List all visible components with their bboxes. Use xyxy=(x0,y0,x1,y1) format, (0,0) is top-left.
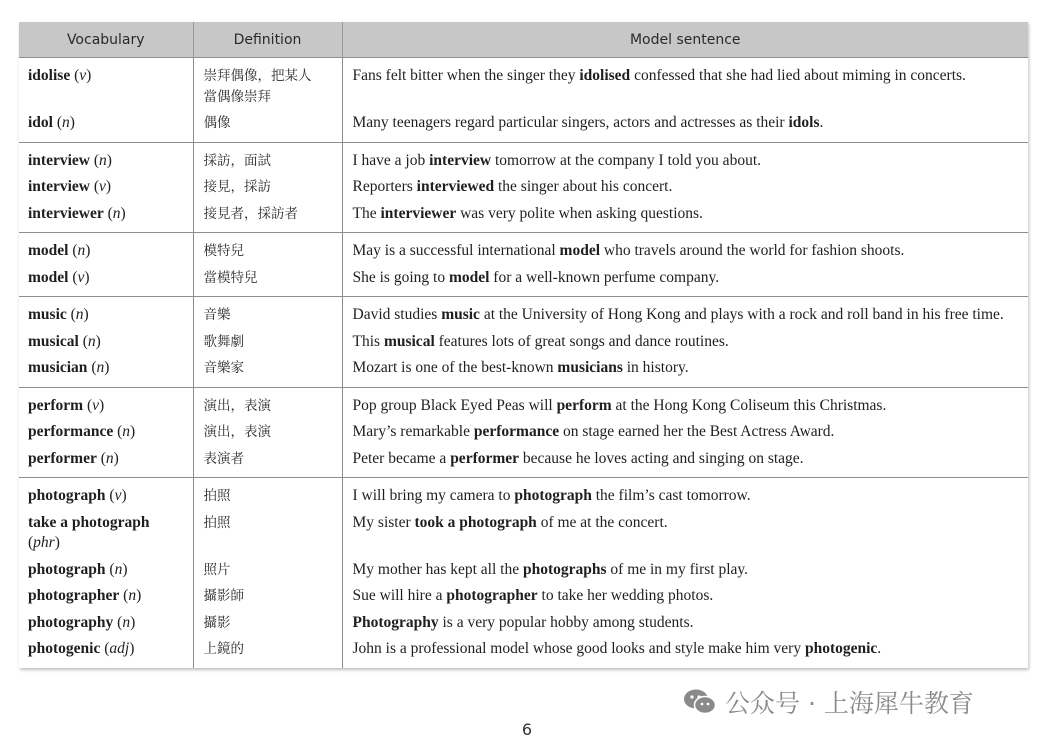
vocab-cell: performance (n) xyxy=(19,419,193,446)
definition-cell: 採訪，面試 xyxy=(193,142,342,174)
model-sentence-cell: She is going to model for a well-known perfume company. xyxy=(352,268,720,286)
vocab-word: musician xyxy=(28,359,88,376)
table-row xyxy=(19,297,1028,329)
part-of-speech: n xyxy=(96,359,105,376)
vocab-cell: performer (n) xyxy=(19,446,193,478)
vocabulary-table-container xyxy=(19,22,1028,668)
highlighted-word: musical xyxy=(383,332,435,350)
table-row xyxy=(19,583,1028,610)
table-row xyxy=(19,174,1028,201)
vocab-word: model xyxy=(28,268,69,286)
part-of-speech: n xyxy=(105,449,114,467)
vocab-word: photograph xyxy=(28,487,106,504)
model-sentence-cell: Reporters interviewed the singer about his concert. xyxy=(352,178,673,195)
model-sentence-cell: Many teenagers regard particular singers, actors and actresses as their idols. xyxy=(352,114,824,131)
part-of-speech: adj xyxy=(109,640,130,657)
definition-cell: 音樂 xyxy=(193,297,342,329)
vocab-cell: musical (n) xyxy=(19,329,193,356)
table-row xyxy=(19,265,1028,297)
table-row xyxy=(19,610,1028,637)
vocab-word: model xyxy=(28,242,69,259)
table-row xyxy=(19,355,1028,387)
table-row xyxy=(19,58,1028,111)
highlighted-word: photograph xyxy=(514,487,592,504)
definition-cell: 接見，採訪 xyxy=(193,174,342,201)
header-definition: Definition xyxy=(193,22,342,58)
definition-cell: 攝影師 xyxy=(193,583,342,610)
vocabulary-table xyxy=(19,22,1028,668)
vocab-word: interviewer xyxy=(28,204,104,222)
model-sentence-cell: The interviewer was very polite when asking questions. xyxy=(352,204,703,222)
vocab-word: musical xyxy=(28,332,79,350)
model-sentence-cell: May is a successful international model who travels around the world for fashion shoots. xyxy=(352,242,905,259)
vocab-word: photography xyxy=(28,613,114,631)
highlighted-word: interview xyxy=(429,151,492,169)
watermark-text: 公众号 · 上海犀牛教育 xyxy=(725,689,974,718)
highlighted-word: interviewed xyxy=(416,178,495,195)
vocab-cell: photogenic (adj) xyxy=(19,636,193,668)
vocab-cell: music (n) xyxy=(19,297,193,329)
part-of-speech: n xyxy=(112,204,121,222)
vocab-word: interview xyxy=(28,151,90,169)
highlighted-word: photographs xyxy=(522,560,607,578)
vocab-cell: perform (v) xyxy=(19,387,193,419)
part-of-speech: n xyxy=(122,613,131,631)
vocab-cell: photographer (n) xyxy=(19,583,193,610)
model-sentence-cell: My mother has kept all the photographs of me in my first play. xyxy=(352,560,749,578)
vocab-cell: idol (n) xyxy=(19,110,193,142)
table-row xyxy=(19,557,1028,584)
highlighted-word: model xyxy=(448,268,490,286)
word-group xyxy=(19,142,1028,233)
header-vocabulary: Vocabulary xyxy=(19,22,193,58)
part-of-speech: n xyxy=(75,306,84,323)
model-sentence-cell: Mary’s remarkable performance on stage earned her the Best Actress Award. xyxy=(352,423,835,440)
part-of-speech: v xyxy=(77,268,85,286)
definition-cell: 上鏡的 xyxy=(193,636,342,668)
table-row xyxy=(19,142,1028,174)
watermark xyxy=(683,684,974,720)
vocab-cell: photography (n) xyxy=(19,610,193,637)
table-row xyxy=(19,419,1028,446)
table-row xyxy=(19,636,1028,668)
vocab-word: photogenic xyxy=(28,640,101,657)
wechat-icon xyxy=(683,688,717,716)
table-row xyxy=(19,233,1028,265)
vocab-word: perform xyxy=(28,396,84,414)
part-of-speech: n xyxy=(99,151,107,169)
part-of-speech: v xyxy=(79,67,87,84)
table-row xyxy=(19,329,1028,356)
definition-cell: 崇拜偶像，把某人 當偶像崇拜 xyxy=(193,58,342,111)
definition-cell: 音樂家 xyxy=(193,355,342,387)
vocab-cell: take a photograph (phr) xyxy=(19,510,193,557)
page-number: 6 xyxy=(521,720,533,739)
part-of-speech: n xyxy=(87,332,96,350)
vocab-word: performer xyxy=(28,449,97,467)
highlighted-word: interviewer xyxy=(380,204,457,222)
table-row xyxy=(19,510,1028,557)
model-sentence-cell: Pop group Black Eyed Peas will perform at the Hong Kong Coliseum this Christmas. xyxy=(352,396,887,414)
definition-cell: 偶像 xyxy=(193,110,342,142)
highlighted-word: idolised xyxy=(579,67,631,84)
model-sentence-cell: My sister took a photograph of me at the concert. xyxy=(352,513,668,531)
definition-cell: 攝影 xyxy=(193,610,342,637)
vocab-cell: photograph (v) xyxy=(19,478,193,510)
table-row xyxy=(19,446,1028,478)
model-sentence-cell: John is a professional model whose good looks and style make him very photogenic. xyxy=(352,640,882,657)
vocab-cell: interview (n) xyxy=(19,142,193,174)
definition-cell: 模特兒 xyxy=(193,233,342,265)
definition-cell: 歌舞劇 xyxy=(193,329,342,356)
model-sentence-cell: I will bring my camera to photograph the film’s cast tomorrow. xyxy=(352,487,751,504)
highlighted-word: photogenic xyxy=(804,640,878,657)
part-of-speech: phr xyxy=(33,534,55,551)
vocab-word: photographer xyxy=(28,587,120,604)
vocab-word: music xyxy=(28,306,67,323)
model-sentence-cell: Peter became a performer because he loves acting and singing on stage. xyxy=(352,449,804,467)
definition-cell: 演出，表演 xyxy=(193,387,342,419)
table-row xyxy=(19,110,1028,142)
word-group xyxy=(19,297,1028,388)
part-of-speech: v xyxy=(114,487,122,504)
part-of-speech: n xyxy=(128,587,137,604)
vocab-word: take a photograph xyxy=(28,513,150,531)
vocab-cell: photograph (n) xyxy=(19,557,193,584)
vocab-cell: interviewer (n) xyxy=(19,201,193,233)
model-sentence-cell: Sue will hire a photographer to take her wedding photos. xyxy=(352,587,714,604)
part-of-speech: n xyxy=(114,560,123,578)
vocab-cell: musician (n) xyxy=(19,355,193,387)
highlighted-word: musicians xyxy=(557,359,623,376)
vocab-cell: model (n) xyxy=(19,233,193,265)
definition-cell: 演出，表演 xyxy=(193,419,342,446)
highlighted-word: perform xyxy=(556,396,612,414)
model-sentence-cell: Fans felt bitter when the singer they idolised confessed that she had lied about miming in concerts. xyxy=(352,67,966,84)
vocab-word: photograph xyxy=(28,560,106,578)
word-group xyxy=(19,478,1028,668)
part-of-speech: n xyxy=(122,423,131,440)
vocab-word: idol xyxy=(28,114,53,131)
model-sentence-cell: Photography is a very popular hobby among students. xyxy=(352,613,694,631)
part-of-speech: n xyxy=(62,114,70,131)
highlighted-word: model xyxy=(559,242,601,259)
word-group xyxy=(19,58,1028,143)
highlighted-word: took a photograph xyxy=(414,513,537,531)
vocab-cell: interview (v) xyxy=(19,174,193,201)
model-sentence-cell: David studies music at the University of Hong Kong and plays with a rock and roll band in his free time. xyxy=(352,306,1004,323)
definition-cell: 照片 xyxy=(193,557,342,584)
table-row xyxy=(19,201,1028,233)
definition-cell: 拍照 xyxy=(193,510,342,557)
vocab-cell: idolise (v) xyxy=(19,58,193,111)
header-model-sentence: Model sentence xyxy=(342,22,1028,58)
table-row xyxy=(19,387,1028,419)
highlighted-word: performer xyxy=(450,449,520,467)
definition-cell: 拍照 xyxy=(193,478,342,510)
highlighted-word: photographer xyxy=(446,587,538,604)
vocab-word: idolise xyxy=(28,67,71,84)
vocab-word: interview xyxy=(28,178,90,195)
word-group xyxy=(19,233,1028,297)
part-of-speech: v xyxy=(99,178,106,195)
model-sentence-cell: Mozart is one of the best-known musicians in history. xyxy=(352,359,689,376)
definition-cell: 當模特兒 xyxy=(193,265,342,297)
table-row xyxy=(19,478,1028,510)
word-group xyxy=(19,387,1028,478)
definition-cell: 表演者 xyxy=(193,446,342,478)
highlighted-word: performance xyxy=(473,423,560,440)
vocab-word: performance xyxy=(28,423,114,440)
model-sentence-cell: I have a job interview tomorrow at the company I told you about. xyxy=(352,151,761,169)
highlighted-word: idols xyxy=(788,114,820,131)
vocab-cell: model (v) xyxy=(19,265,193,297)
part-of-speech: n xyxy=(77,242,86,259)
highlighted-word: music xyxy=(441,306,480,323)
highlighted-word: Photography xyxy=(352,613,439,631)
definition-cell: 接見者，採訪者 xyxy=(193,201,342,233)
table-header xyxy=(19,22,1028,58)
part-of-speech: v xyxy=(92,396,100,414)
model-sentence-cell: This musical features lots of great songs and dance routines. xyxy=(352,332,729,350)
